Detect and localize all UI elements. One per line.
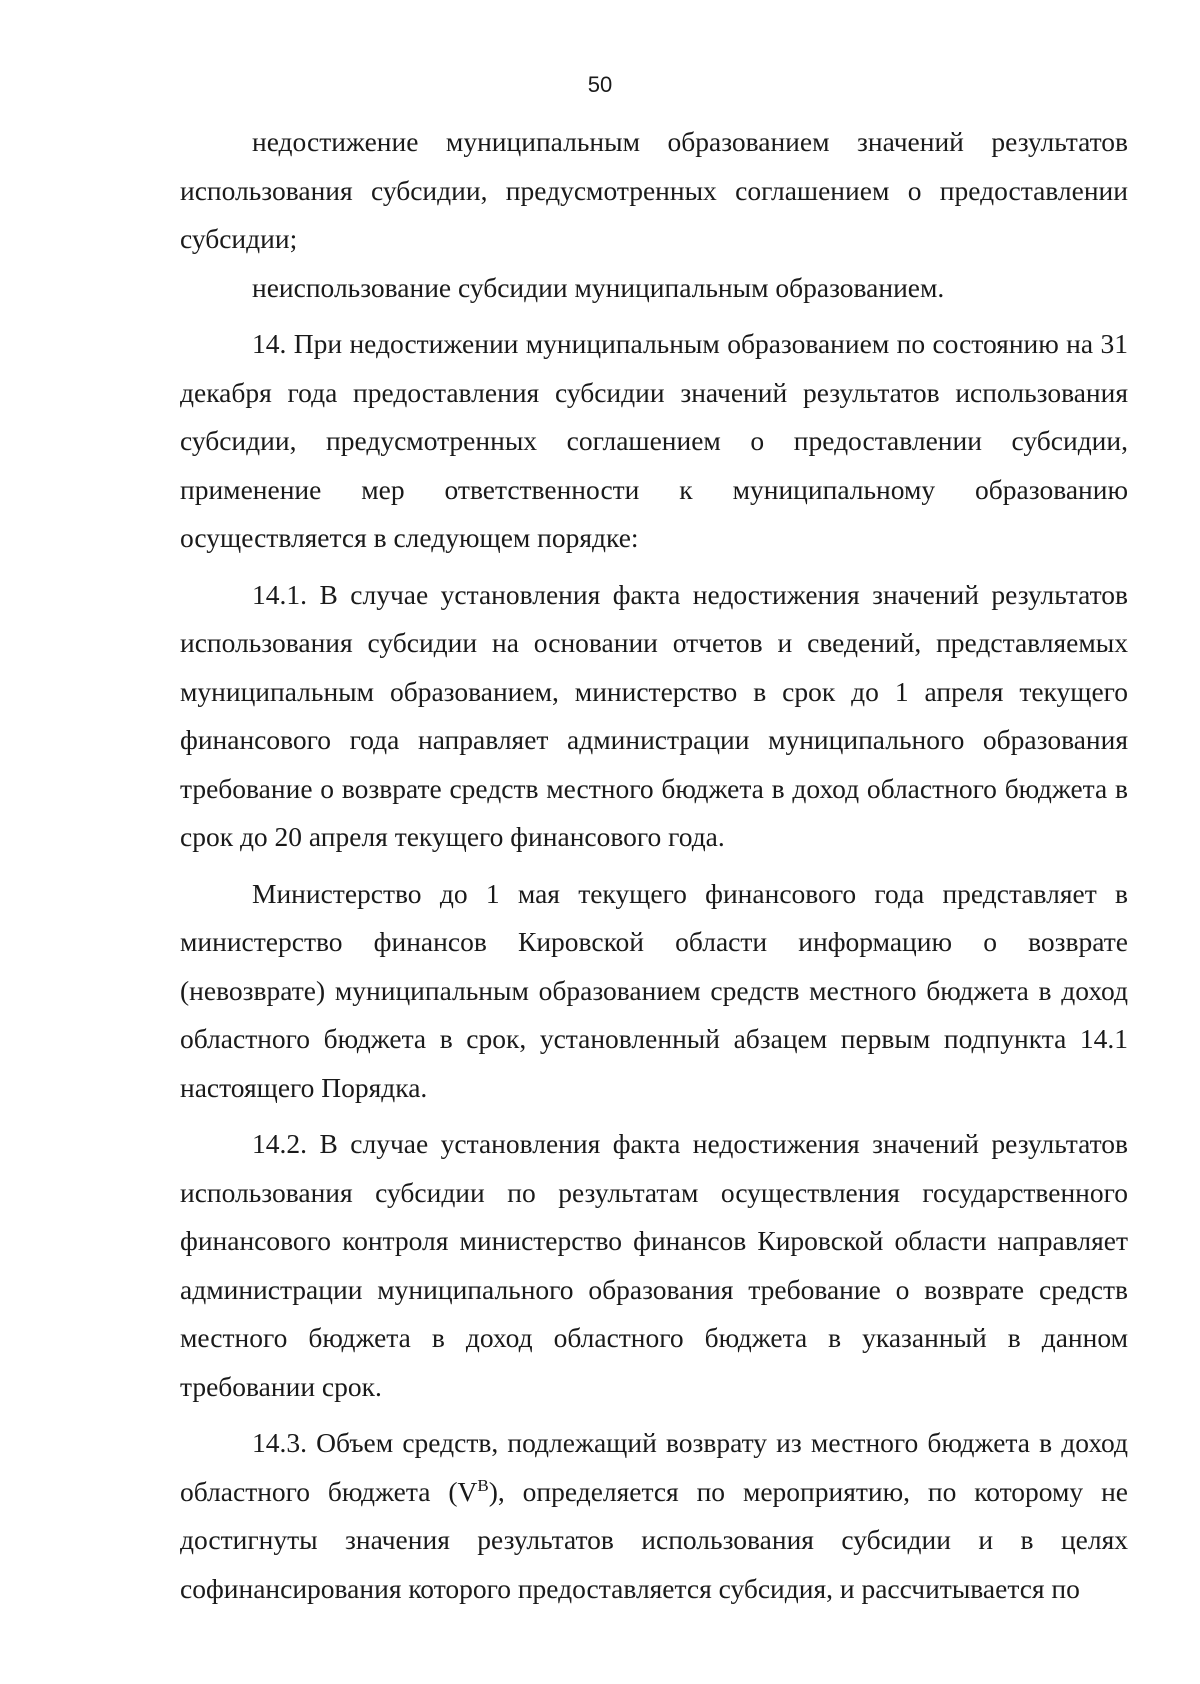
paragraph-14: 14. При недостижении муниципальным образованием по состоянию на 31 декабря года предоставления субсидии значений результатов использования субсидии, предусмотренных соглашением о предоставлении субсидии, применение мер ответственности к муниципальному образованию осуществляется в следующем порядке: <box>180 328 1128 553</box>
paragraph-14-3-text-end: ), определяется по мероприятию, по которому не достигнуты значения результатов использования субсидии и в целях софинансирования которого предоставляется субсидия, и рассчитывается по <box>180 1475 1128 1604</box>
paragraph-item-not-achieved: недостижение муниципальным образованием значений результатов использования субсидии, предусмотренных соглашением о предоставлении субсидии; <box>180 126 1128 254</box>
formula-superscript: В <box>477 1475 489 1495</box>
paragraph-14-1: 14.1. В случае установления факта недостижения значений результатов использования субсидии на основании отчетов и сведений, представляемых муниципальным образованием, министерство в срок до 1 апреля текущего финансового года направляет администрации муниципального образования требование о возврате средств местного бюджета в доход областного бюджета в срок до 20 апреля текущего финансового года. <box>180 578 1128 852</box>
paragraph-item-not-used: неиспользование субсидии муниципальным образованием. <box>252 271 945 303</box>
paragraph-14-3-text-start: 14.3. Объем средств, подлежащий возврату из местного бюджета в доход областного бюджета (V <box>180 1427 1128 1507</box>
paragraph-ministry-report: Министерство до 1 мая текущего финансового года представляет в министерство финансов Кировской области информацию о возврате (невозврате) муниципальным образованием средств местного бюджета в доход областного бюджета в срок, установленный абзацем первым подпункта 14.1 настоящего Порядка. <box>180 877 1128 1103</box>
page-number: 50 <box>587 72 613 97</box>
document-body <box>180 118 1128 1613</box>
paragraph-14-3 <box>180 1419 1128 1613</box>
paragraph-14-2: 14.2. В случае установления факта недостижения значений результатов использования субсидии по результатам осуществления государственного финансового контроля министерство финансов Кировской области направляет администрации муниципального образования требование о возврате средств местного бюджета в доход областного бюджета в указанный в данном требовании срок. <box>180 1128 1128 1402</box>
